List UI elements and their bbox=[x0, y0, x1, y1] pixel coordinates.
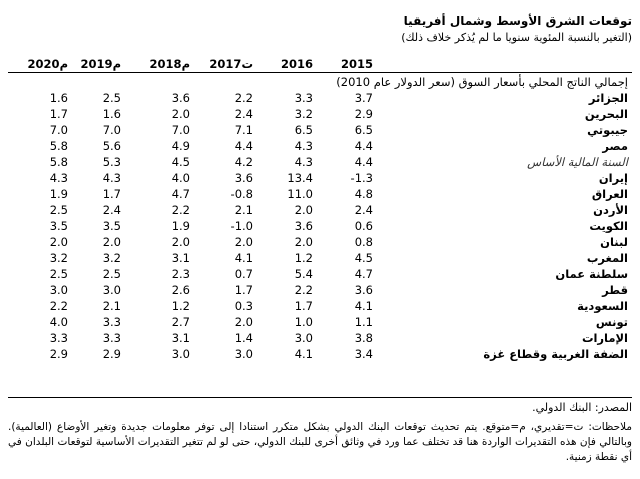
row-label: البحرين bbox=[584, 107, 628, 121]
cell-2016: 3.0 bbox=[294, 331, 313, 345]
column-header-2017: 2017ت bbox=[209, 57, 253, 71]
table-row bbox=[8, 154, 632, 170]
cell-2016: 2.2 bbox=[294, 283, 313, 297]
cell-2017: 0.3 bbox=[234, 299, 253, 313]
cell-2015: 4.5 bbox=[354, 251, 373, 265]
cell-2015: 3.7 bbox=[354, 91, 373, 105]
cell-2020: 7.0 bbox=[49, 123, 68, 137]
cell-2016: 1.7 bbox=[294, 299, 313, 313]
cell-2019: 3.3 bbox=[102, 315, 121, 329]
cell-2016: 5.4 bbox=[294, 267, 313, 281]
cell-2017: 4.2 bbox=[234, 155, 253, 169]
cell-2018: 4.5 bbox=[171, 155, 190, 169]
table-row bbox=[8, 250, 632, 266]
cell-2018: 1.2 bbox=[171, 299, 190, 313]
cell-2016: 11.0 bbox=[287, 187, 313, 201]
row-label: الضفة الغربية وقطاع غزة bbox=[483, 347, 628, 361]
cell-2019: 5.6 bbox=[102, 139, 121, 153]
cell-2019: 1.7 bbox=[102, 187, 121, 201]
cell-2018: 1.9 bbox=[171, 219, 190, 233]
row-label: إيران bbox=[598, 171, 628, 185]
cell-2019: 2.4 bbox=[102, 203, 121, 217]
column-header-2020: 2020م bbox=[27, 57, 68, 71]
cell-2018: 2.2 bbox=[171, 203, 190, 217]
row-label: السعودية bbox=[577, 299, 628, 313]
cell-2019: 2.1 bbox=[102, 299, 121, 313]
cell-2015: 3.4 bbox=[354, 347, 373, 361]
cell-2020: 2.5 bbox=[49, 203, 68, 217]
table-body bbox=[8, 74, 632, 362]
table-row bbox=[8, 266, 632, 282]
table-row bbox=[8, 170, 632, 186]
cell-2016: 2.0 bbox=[294, 203, 313, 217]
cell-2016: 6.5 bbox=[294, 123, 313, 137]
cell-2019: 2.5 bbox=[102, 91, 121, 105]
cell-2017: 1.7 bbox=[234, 283, 253, 297]
cell-2020: 2.9 bbox=[49, 347, 68, 361]
cell-2020: 5.8 bbox=[49, 139, 68, 153]
cell-2020: 2.0 bbox=[49, 235, 68, 249]
cell-2019: 5.3 bbox=[102, 155, 121, 169]
cell-2016: 2.0 bbox=[294, 235, 313, 249]
row-label: العراق bbox=[591, 187, 628, 201]
cell-2017: 4.4 bbox=[234, 139, 253, 153]
cell-2017: -1.0 bbox=[230, 219, 253, 233]
cell-2017: 2.4 bbox=[234, 107, 253, 121]
table-row bbox=[8, 122, 632, 138]
cell-2019: 4.3 bbox=[102, 171, 121, 185]
cell-2017: 2.1 bbox=[234, 203, 253, 217]
cell-2018: 3.1 bbox=[171, 251, 190, 265]
table-row bbox=[8, 186, 632, 202]
table-bottom-rule bbox=[8, 397, 632, 398]
row-label: السنة المالية الأساس bbox=[527, 155, 628, 169]
cell-2016: 4.1 bbox=[294, 347, 313, 361]
table-row bbox=[8, 202, 632, 218]
cell-2015: 4.4 bbox=[354, 139, 373, 153]
cell-2015: 2.9 bbox=[354, 107, 373, 121]
cell-2019: 2.9 bbox=[102, 347, 121, 361]
cell-2016: 4.3 bbox=[294, 155, 313, 169]
cell-2020: 3.5 bbox=[49, 219, 68, 233]
row-label: جيبوتي bbox=[587, 123, 628, 137]
table-subtitle: (التغير بالنسبة المئوية سنويا ما لم يُذكر خلاف ذلك) bbox=[401, 31, 632, 44]
row-label: المغرب bbox=[586, 251, 628, 265]
cell-2020: 4.3 bbox=[49, 171, 68, 185]
row-label: الكويت bbox=[589, 219, 628, 233]
cell-2017: -0.8 bbox=[230, 187, 253, 201]
cell-2018: 7.0 bbox=[171, 123, 190, 137]
cell-2017: 0.7 bbox=[234, 267, 253, 281]
row-label: سلطنة عمان bbox=[555, 267, 628, 281]
column-header-row bbox=[8, 56, 632, 72]
table-row bbox=[8, 218, 632, 234]
cell-2015: 4.4 bbox=[354, 155, 373, 169]
cell-2015: 0.8 bbox=[354, 235, 373, 249]
cell-2020: 5.8 bbox=[49, 155, 68, 169]
cell-2015: 4.1 bbox=[354, 299, 373, 313]
cell-2019: 1.6 bbox=[102, 107, 121, 121]
column-header-2016: 2016 bbox=[280, 57, 313, 71]
cell-2018: 4.7 bbox=[171, 187, 190, 201]
cell-2019: 3.3 bbox=[102, 331, 121, 345]
row-label: لبنان bbox=[600, 235, 628, 249]
row-label: تونس bbox=[595, 315, 628, 329]
cell-2015: 2.4 bbox=[354, 203, 373, 217]
cell-2018: 2.6 bbox=[171, 283, 190, 297]
cell-2018: 3.1 bbox=[171, 331, 190, 345]
cell-2017: 2.2 bbox=[234, 91, 253, 105]
cell-2020: 2.2 bbox=[49, 299, 68, 313]
table-row bbox=[8, 282, 632, 298]
cell-2016: 1.2 bbox=[294, 251, 313, 265]
cell-2018: 4.9 bbox=[171, 139, 190, 153]
section-label: إجمالي الناتج المحلي بأسعار السوق (سعر الدولار عام 2010) bbox=[336, 75, 628, 89]
cell-2015: 3.6 bbox=[354, 283, 373, 297]
cell-2020: 3.0 bbox=[49, 283, 68, 297]
header-divider bbox=[8, 72, 632, 73]
cell-2017: 2.0 bbox=[234, 235, 253, 249]
table-row bbox=[8, 90, 632, 106]
row-label: مصر bbox=[602, 139, 628, 153]
cell-2019: 2.0 bbox=[102, 235, 121, 249]
cell-2018: 2.0 bbox=[171, 107, 190, 121]
cell-2017: 1.4 bbox=[234, 331, 253, 345]
notes-paragraph: ملاحظات: ت=تقديري، م=متوقع. يتم تحديث توقعات البنك الدولي بشكل متكرر استنادا إلى توفر معلومات جديدة وتغير الأوضاع (العالمية). وبالتالي فإن هذه التقديرات الواردة هنا قد تختلف عما ورد في وثائق أخرى للبنك الدولي، حتى لو لم تتغير التقديرات الأساسية لتوقعات البلدان في أي نقطة زمنية. bbox=[8, 421, 632, 463]
cell-2016: 1.0 bbox=[294, 315, 313, 329]
cell-2015: 0.6 bbox=[354, 219, 373, 233]
table-row bbox=[8, 138, 632, 154]
cell-2017: 7.1 bbox=[234, 123, 253, 137]
column-header-2018: 2018م bbox=[149, 57, 190, 71]
row-label: الجزائر bbox=[588, 91, 628, 105]
table-row bbox=[8, 106, 632, 122]
cell-2019: 3.5 bbox=[102, 219, 121, 233]
cell-2016: 4.3 bbox=[294, 139, 313, 153]
table-row bbox=[8, 346, 632, 362]
cell-2020: 4.0 bbox=[49, 315, 68, 329]
cell-2020: 1.7 bbox=[49, 107, 68, 121]
table-row bbox=[8, 298, 632, 314]
cell-2018: 3.6 bbox=[171, 91, 190, 105]
table-row bbox=[8, 314, 632, 330]
cell-2019: 3.2 bbox=[102, 251, 121, 265]
column-header-2015: 2015 bbox=[340, 57, 373, 71]
table-title: توقعات الشرق الأوسط وشمال أفريقيا bbox=[403, 14, 632, 28]
source-note: المصدر: البنك الدولي. bbox=[532, 401, 632, 414]
row-label: قطر bbox=[602, 283, 628, 297]
row-label: الإمارات bbox=[581, 331, 628, 345]
cell-2016: 3.3 bbox=[294, 91, 313, 105]
cell-2018: 2.3 bbox=[171, 267, 190, 281]
cell-2020: 1.6 bbox=[49, 91, 68, 105]
cell-2018: 2.7 bbox=[171, 315, 190, 329]
cell-2020: 2.5 bbox=[49, 267, 68, 281]
cell-2017: 3.6 bbox=[234, 171, 253, 185]
cell-2016: 13.4 bbox=[287, 171, 313, 185]
cell-2018: 3.0 bbox=[171, 347, 190, 361]
cell-2015: 1.1 bbox=[354, 315, 373, 329]
section-label-row bbox=[8, 74, 632, 90]
table-row bbox=[8, 234, 632, 250]
cell-2019: 7.0 bbox=[102, 123, 121, 137]
table-row bbox=[8, 330, 632, 346]
cell-2015: 3.8 bbox=[354, 331, 373, 345]
cell-2015: 4.7 bbox=[354, 267, 373, 281]
cell-2016: 3.6 bbox=[294, 219, 313, 233]
cell-2018: 2.0 bbox=[171, 235, 190, 249]
cell-2017: 3.0 bbox=[234, 347, 253, 361]
cell-2019: 3.0 bbox=[102, 283, 121, 297]
cell-2018: 4.0 bbox=[171, 171, 190, 185]
cell-2015: 6.5 bbox=[354, 123, 373, 137]
cell-2020: 3.2 bbox=[49, 251, 68, 265]
cell-2020: 1.9 bbox=[49, 187, 68, 201]
cell-2015: 4.8 bbox=[354, 187, 373, 201]
cell-2016: 3.2 bbox=[294, 107, 313, 121]
cell-2017: 2.0 bbox=[234, 315, 253, 329]
cell-2017: 4.1 bbox=[234, 251, 253, 265]
cell-2015: -1.3 bbox=[350, 171, 373, 185]
column-header-2019: 2019م bbox=[80, 57, 121, 71]
cell-2020: 3.3 bbox=[49, 331, 68, 345]
cell-2019: 2.5 bbox=[102, 267, 121, 281]
row-label: الأردن bbox=[593, 203, 628, 217]
